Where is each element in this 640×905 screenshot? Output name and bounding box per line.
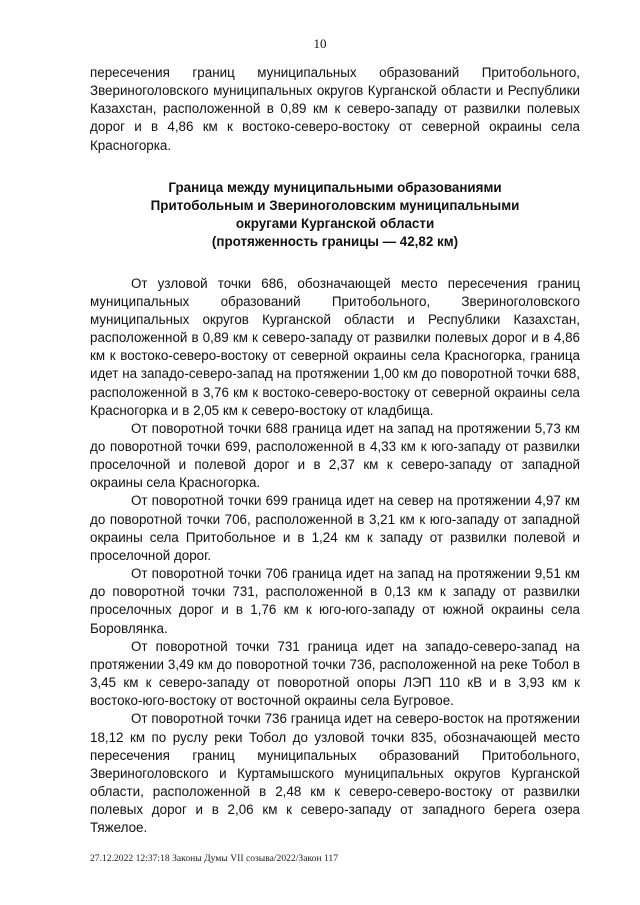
document-body bbox=[90, 64, 580, 837]
paragraph: От поворотной точки 688 граница идет на запад на протяжении 5,73 км до поворотной точки 699, расположенной в 4,33 км к юго-западу от развилки проселочной и полевой дорог и в 2,37 км к северо-западу от западной окраины села Красногорка. bbox=[90, 420, 580, 491]
paragraph: От поворотной точки 699 граница идет на север на протяжении 4,97 км до поворотной точки 706, расположенной в 3,21 км к юго-западу от западной окраины села Притобольное и в 1,24 км к западу от развилки полевой и проселочной дорог. bbox=[90, 493, 580, 563]
heading-line: округами Курганской области bbox=[235, 216, 435, 232]
page-number: 10 bbox=[313, 36, 327, 51]
heading-line: Граница между муниципальными образованиями bbox=[168, 179, 502, 195]
paragraph: От поворотной точки 706 граница идет на запад на протяжении 9,51 км до поворотной точки 731, расположенной в 0,13 км к западу от развилки проселочных дорог и в 1,76 км к юго-юго-западу от южной окраины села Боровлянка. bbox=[90, 566, 580, 636]
paragraph: От поворотной точки 736 граница идет на северо-восток на протяжении 18,12 км по руслу реки Тобол до узловой точки 835, обозначающей место пересечения границ муниципальных образований Притобольного, Звериноголовского и Куртамышского муниципальных округов Курганской области, расположенной в 2,48 км к северо-северо-востоку от развилки полевых дорог и в 2,06 км к северо-западу от западного берега озера Тяжелое. bbox=[90, 711, 580, 836]
section-heading bbox=[90, 179, 580, 252]
paragraph: От поворотной точки 731 граница идет на западо-северо-запад на протяжении 3,49 км до поворотной точки 736, расположенной на реке Тобол в 3,45 км к северо-западу от поворотной опоры ЛЭП 110 кВ и в 3,93 км к востоко-юго-востоку от восточной окраины села Бугровое. bbox=[90, 638, 580, 709]
heading-line: (протяженность границы — 42,82 км) bbox=[211, 234, 459, 250]
footer-stamp: 27.12.2022 12:37:18 Законы Думы VII созыва/2022/Закон 117 bbox=[90, 853, 339, 864]
paragraph: От узловой точки 686, обозначающей место пересечения границ муниципальных образований Притобольного, Звериноголовского муниципальных округов Курганской области и Республики Казахстан, расположенной в 0,89 км к северо-западу от развилки полевых дорог и в 4,86 км к востоко-северо-востоку от северной окраины села Красногорка, граница идет на западо-северо-запад на протяжении 1,00 км до поворотной точки 688, расположенной в 3,76 км к востоко-северо-востоку от северной окраины села Красногорка и в 2,05 км к северо-востоку от кладбища. bbox=[90, 275, 580, 418]
intro-paragraph: пересечения границ муниципальных образований Притобольного, Звериноголовского муниципальных округов Курганской области и Республики Казахстан, расположенной в 0,89 км к северо-западу от развилки полевых дорог и в 4,86 км к востоко-северо-востоку от северной окраины села Красногорка. bbox=[90, 65, 580, 153]
heading-line: Притобольным и Звериноголовским муниципальными bbox=[150, 197, 520, 213]
